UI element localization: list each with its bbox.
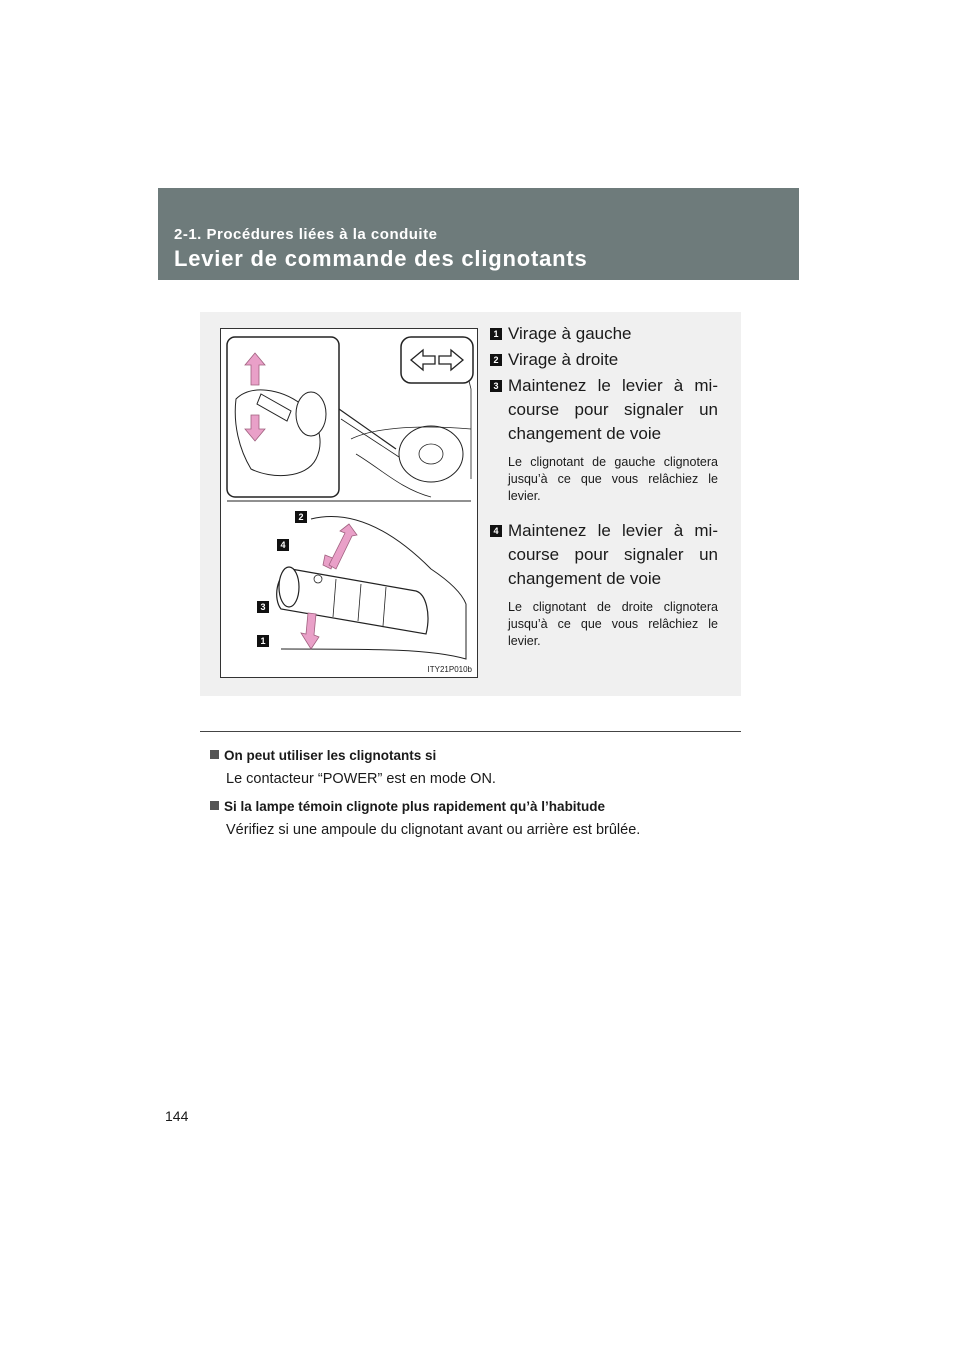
steering-wheel [399, 426, 463, 482]
callout-1: 1 [257, 635, 269, 647]
step-number: 2 [490, 354, 502, 366]
list-item [490, 322, 718, 346]
step-text: Maintenez le levier à mi-course pour signaler un changement de voie [508, 521, 718, 588]
lever-down-arrow-icon [301, 613, 319, 649]
list-item [490, 374, 718, 505]
lever-up-arrow-icon [329, 524, 357, 569]
lever-drawing [221, 329, 477, 677]
step-subtext: Le clignotant de droite clignotera jusqu’à ce que vous relâchiez le levier. [508, 600, 718, 648]
note-heading: Si la lampe témoin clignote plus rapidement qu’à l’habitude [210, 797, 740, 817]
step-text: Virage à droite [508, 350, 619, 369]
step-number: 1 [490, 328, 502, 340]
note-body: Le contacteur “POWER” est en mode ON. [226, 771, 496, 787]
section-header [158, 188, 799, 280]
lever-body [277, 569, 428, 634]
step-subtext: Le clignotant de gauche clignotera jusqu’à ce que vous relâchiez le levier. [508, 455, 718, 503]
step-number: 3 [490, 380, 502, 392]
step-text: Virage à gauche [508, 324, 632, 343]
section-label: 2-1. Procédures liées à la conduite [174, 226, 438, 243]
callout-2: 2 [295, 511, 307, 523]
step-number: 4 [490, 525, 502, 537]
square-bullet-icon [210, 750, 219, 759]
lever-tip [279, 567, 299, 607]
note-heading: On peut utiliser les clignotants si [210, 746, 740, 766]
notes-section [210, 746, 740, 848]
note-body: Vérifiez si une ampoule du clignotant avant ou arrière est brûlée. [226, 822, 641, 838]
lever-illustration [220, 328, 478, 678]
page-number: 144 [165, 1108, 189, 1124]
square-bullet-icon [210, 801, 219, 810]
page-title: Levier de commande des clignotants [174, 246, 588, 271]
callout-3: 3 [257, 601, 269, 613]
divider [200, 731, 741, 732]
steps-list [490, 322, 718, 650]
list-item [490, 348, 718, 372]
list-item [490, 519, 718, 650]
step-text: Maintenez le levier à mi-course pour signaler un changement de voie [508, 376, 718, 443]
figure-code: ITY21P010b [427, 665, 472, 674]
callout-4: 4 [277, 539, 289, 551]
column-shape [296, 392, 326, 436]
